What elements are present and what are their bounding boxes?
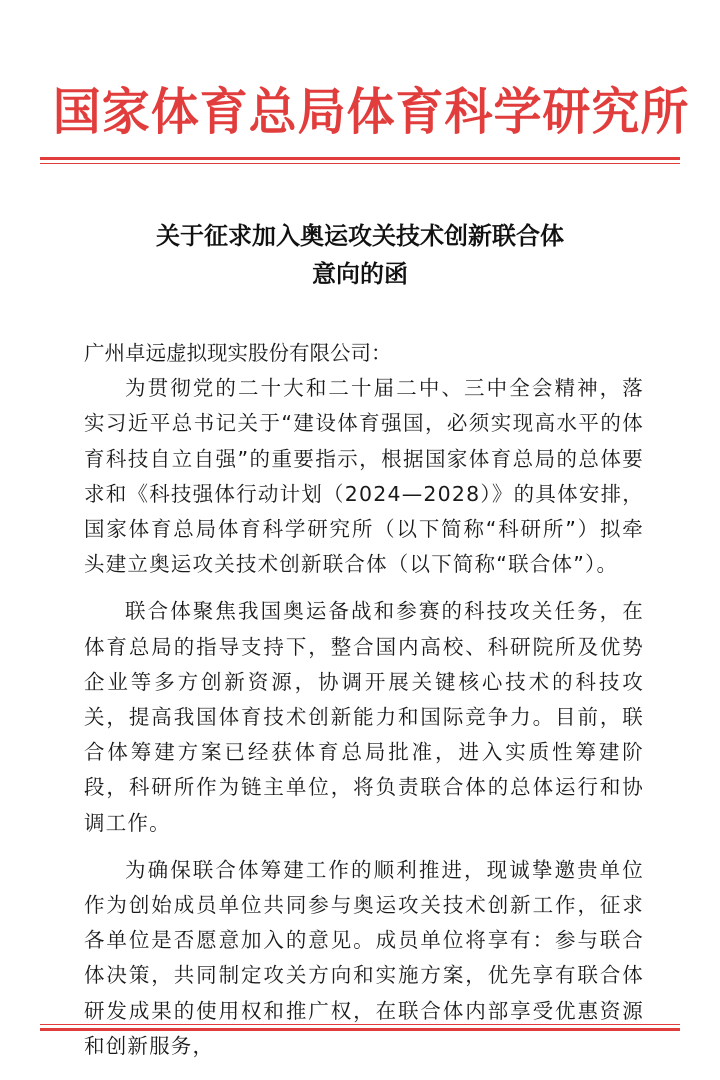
- letter-title-line-1: 关于征求加入奥运攻关技术创新联合体: [156, 221, 564, 250]
- paragraph-3: 为确保联合体筹建工作的顺利推进，现诚挚邀贵单位作为创始成员单位共同参与奥运攻关技术创新工作，征求各单位是否愿意加入的意见。成员单位将享有：参与联合体决策，共同制定攻关方向和实施方案，优先享有联合体研发成果的使用权和推广权，在联合体内部享受优惠资源和创新服务，: [84, 857, 644, 1058]
- paragraph-2: 联合体聚焦我国奥运备战和参赛的科技攻关任务，在体育总局的指导支持下，整合国内高校、科研院所及优势企业等多方创新资源，协调开展关键核心技术的科技攻关，提高我国体育技术创新能力和国际竞争力。目前，联合体筹建方案已经获体育总局批准，进入实质性筹建阶段，科研所作为链主单位，将负责联合体的总体运行和协调工作。: [84, 599, 644, 835]
- letter-title-line-2: 意向的函: [312, 259, 408, 288]
- salutation: 广州卓远虚拟现实股份有限公司：: [84, 341, 392, 365]
- footer-rule-thick: [40, 1028, 680, 1031]
- footer-rule-thin: [40, 1024, 680, 1025]
- letterhead-rule-thin: [40, 163, 680, 164]
- letter-body: [84, 336, 644, 1064]
- letterhead-title: 国家体育总局体育科学研究所: [52, 82, 690, 141]
- letterhead-rule-thick: [40, 157, 680, 160]
- paragraph-1: 为贯彻党的二十大和二十届二中、三中全会精神，落实习近平总书记关于“建设体育强国，必须实现高水平的体育科技自立自强”的重要指示，根据国家体育总局的总体要求和《科技强体行动计划（2024—2028）》的具体安排，国家体育总局体育科学研究所（以下简称“科研所”）拟牵头建立奥运攻关技术创新联合体（以下简称“联合体”）。: [84, 376, 644, 577]
